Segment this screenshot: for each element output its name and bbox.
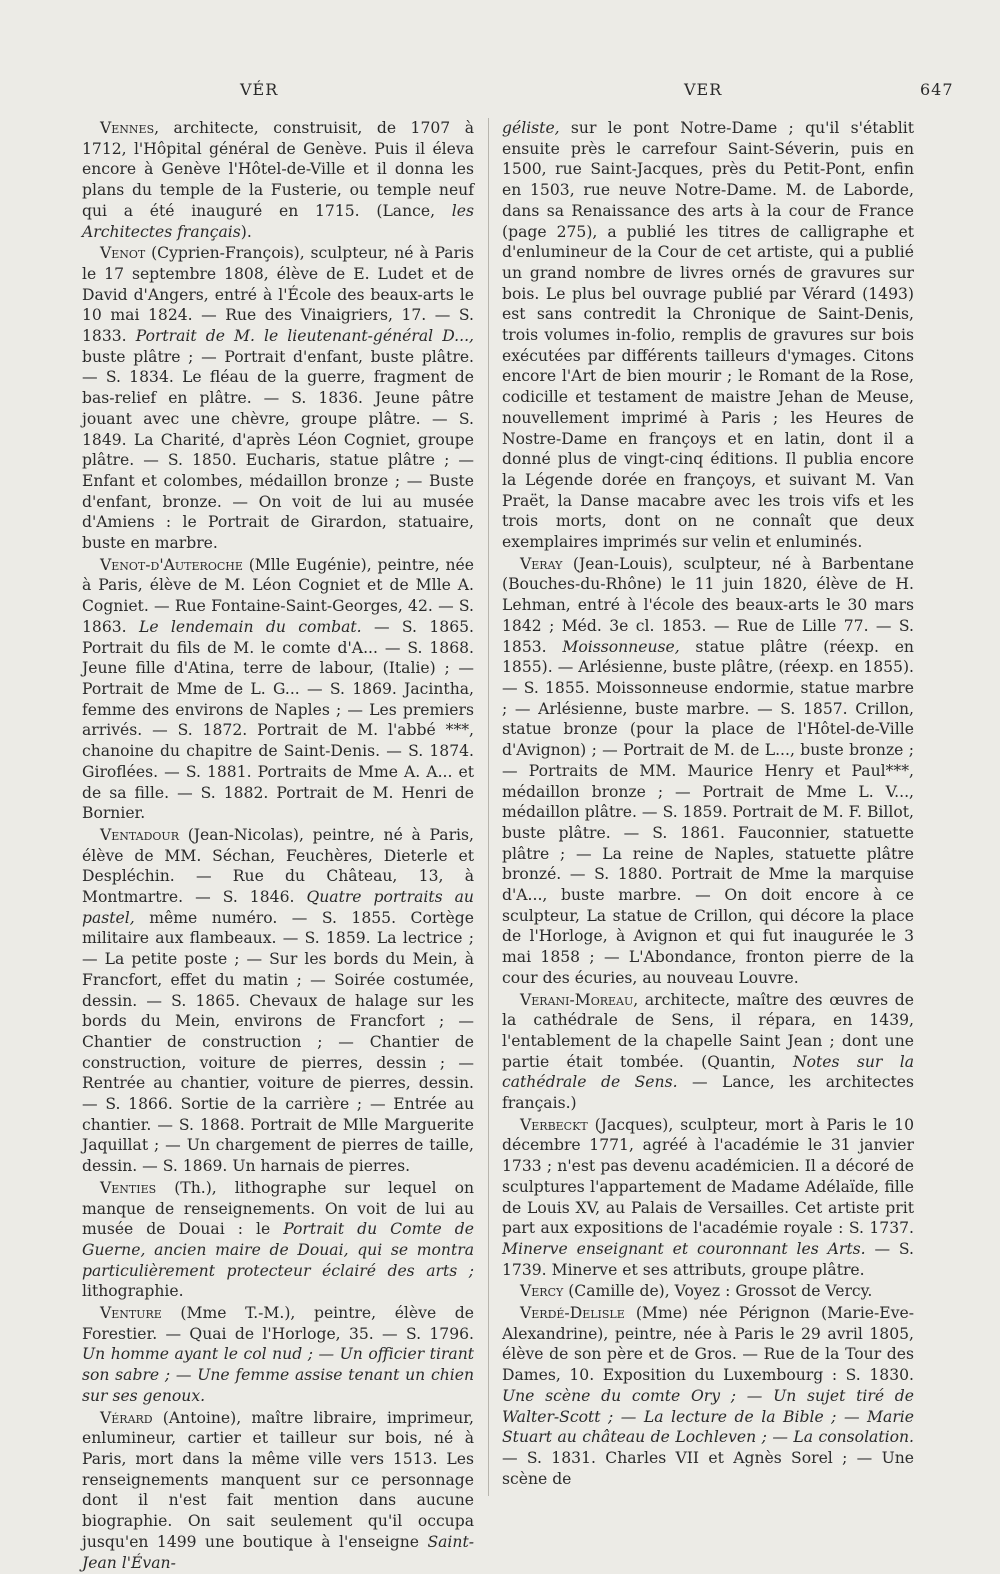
entry-venties: Venties (Th.), lithographe sur lequel on manque de renseignements. On voit de lui au musée de Douai : le Portrait du Comte de Guerne, ancien maire de Douai, qui se montra particulièrement protecteur éclairé des arts ; lithographie.	[82, 1178, 474, 1301]
left-column	[82, 118, 474, 1574]
entry-verde-delisle: Verdé-Delisle (Mme) née Pérignon (Marie-Eve-Alexandrine), peintre, née à Paris le 29 avril 1805, élève de son père et de Gros. — Rue de la Tour des Dames, 10. Exposition du Luxembourg : S. 1830. Une scène du comte Ory ; — Un sujet tiré de Walter-Scott ; — La lecture de la Bible ; — Marie Stuart au château de Lochleven ; — La consolation. — S. 1831. Charles VII et Agnès Sorel ; — Une scène de	[502, 1304, 914, 1488]
entry-veray: Veray (Jean-Louis), sculpteur, né à Barbentane (Bouches-du-Rhône) le 11 juin 1820, élève de H. Lehman, entré à l'école des beaux-arts le 30 mars 1842 ; Méd. 3e cl. 1853. — Rue de Lille 77. — S. 1853. Moissonneuse, statue plâtre (réexp. en 1855). — Arlésienne, buste plâtre, (réexp. en 1855). — S. 1855. Moissonneuse endormie, statue marbre ; — Arlésienne, buste marbre. — S. 1857. Crillon, statue bronze (pour la place de l'Hôtel-de-Ville d'Avignon) ; — Portrait de M. de L..., buste bronze ; — Portraits de MM. Maurice Henry et Paul***, médaillon bronze ; — Portrait de Mme L. V..., médaillon plâtre. — S. 1859. Portrait de M. F. Billot, buste plâtre. — S. 1861. Fauconnier, statuette plâtre ; — La reine de Naples, statuette plâtre bronzé. — S. 1880. Portrait de Mme la marquise d'A..., buste marbre. — On doit encore à ce sculpteur, La statue de Crillon, qui décore la place de l'Horloge, à Avignon et qui fut inaugurée le 3 mai 1858 ; — L'Abondance, fronton pierre de la cour des écuries, au nouveau Louvre.	[502, 554, 914, 987]
entry-name: Ventadour	[100, 825, 179, 844]
entry-name: Verbeckt	[520, 1115, 588, 1134]
entry-verard: Vérard (Antoine), maître libraire, imprimeur, enlumineur, cartier et tailleur sur bois, né à Paris, mort dans la même ville vers 1513. Les renseignements manquent sur ce personnage dont il n'est fait mention dans aucune biographie. On sait seulement qu'il occupa jusqu'en 1499 une boutique à l'enseigne Saint-Jean l'Évan-	[82, 1408, 474, 1572]
column-rule	[488, 118, 489, 1496]
entry-venture: Venture (Mme T.-M.), peintre, élève de Forestier. — Quai de l'Horloge, 35. — S. 1796. Un homme ayant le col nud ; — Un officier tirant son sabre ; — Une femme assise tenant un chien sur ses genoux.	[82, 1304, 474, 1405]
entry-venot: Venot (Cyprien-François), sculpteur, né à Paris le 17 septembre 1808, élève de E. Ludet et de David d'Angers, entré à l'École des beaux-arts le 10 mai 1824. — Rue des Vinaigriers, 17. — S. 1833. Portrait de M. le lieutenant-général D..., buste plâtre ; — Portrait d'enfant, buste plâtre. — S. 1834. Le fléau de la guerre, fragment de bas-relief en plâtre. — S. 1836. Jeune pâtre jouant avec une chèvre, groupe plâtre. — S. 1849. La Charité, d'après Léon Cogniet, groupe plâtre. — S. 1850. Eucharis, statue plâtre ; — Enfant et colombes, médaillon bronze ; — Buste d'enfant, bronze. — On voit de lui au musée d'Amiens : le Portrait de Girardon, statuaire, buste en marbre.	[82, 244, 474, 553]
entry-name: Verani-Moreau,	[520, 990, 639, 1009]
running-head-left: VÉR	[240, 80, 279, 99]
entry-name: Vennes,	[100, 119, 160, 137]
entry-verbeckt: Verbeckt (Jacques), sculpteur, mort à Paris le 10 décembre 1771, agréé à l'académie le 31 janvier 1733 ; n'est pas devenu académicien. Il a décoré de sculptures l'appartement de Madame Adélaïde, fille de Louis XV, au Palais de Versailles. Cet artiste prit part aux expositions de l'académie royale : S. 1737. Minerve enseignant et couronnant les Arts. — S. 1739. Minerve et ses attributs, groupe plâtre.	[502, 1115, 915, 1279]
entry-name: Vérard	[100, 1408, 153, 1427]
entry-name: Venot	[100, 244, 146, 263]
entry-verard-continued: géliste, sur le pont Notre-Dame ; qu'il s'établit ensuite près le carrefour Saint-Séverin, puis en 1500, rue Saint-Jacques, près du Petit-Pont, enfin en 1503, rue neuve Notre-Dame. M. de Laborde, dans sa Renaissance des arts à la cour de France (page 275), a publié les titres de calligraphe et d'enlumineur de la Cour de cet artiste, qui a publié un grand nombre de livres ornés de gravures sur bois. Le plus bel ouvrage publié par Vérard (1493) est sans contredit la Chronique de Saint-Denis, trois volumes in-folio, remplis de gravures sur bois exécutées par différents tailleurs d'ymages. Citons encore l'Art de bien mourir ; le Romant de la Rose, codicille et testament de maistre Jehan de Meuse, nouvellement imprimé à Paris ; les Heures de Nostre-Dame en françoys et en latin, dont il a donné plus de vingt-cinq éditions. Il publia encore la Légende dorée en françoys, et suivant M. Van Praët, la Danse macabre avec les trois vifs et les trois morts, dont on ne connaît que deux exemplaires imprimés sur velin et enluminés.	[502, 119, 914, 552]
entry-vennes: Vennes, architecte, construisit, de 1707 à 1712, l'Hôpital général de Genève. Puis il éleva encore à Genève l'Hôtel-de-Ville et il donna les plans du temple de la Fusterie, ou temple neuf qui a été inauguré en 1715. (Lance, les Architectes français).	[82, 119, 474, 241]
entry-name: Verdé-Delisle	[520, 1304, 625, 1323]
running-head-right: VER	[684, 80, 723, 99]
entry-name: Venot-d'Auteroche	[100, 555, 243, 574]
entry-name: Veray	[520, 554, 563, 573]
entry-verani-moreau: Verani-Moreau, architecte, maître des œuvres de la cathédrale de Sens, il répara, en 1439, l'entablement de la chapelle Saint Jean ; dont une partie était tombée. (Quantin, Notes sur la cathédrale de Sens. — Lance, les architectes français.)	[502, 990, 914, 1113]
right-column	[502, 118, 914, 1490]
entry-vercy: Vercy (Camille de), Voyez : Grossot de Vercy.	[520, 1282, 873, 1301]
entry-name: Vercy	[520, 1282, 564, 1301]
entry-ventadour: Ventadour (Jean-Nicolas), peintre, né à Paris, élève de MM. Séchan, Feuchères, Dieterle et Despléchin. — Rue du Château, 13, à Montmartre. — S. 1846. Quatre portraits au pastel, même numéro. — S. 1855. Cortège militaire aux flambeaux. — S. 1859. La lectrice ; — La petite poste ; — Sur les bords du Mein, à Francfort, effet du matin ; — Soirée costumée, dessin. — S. 1865. Chevaux de halage sur les bords du Mein, environs de Francfort ; — Chantier de construction ; — Chantier de construction, voiture de pierres, dessin ; — Rentrée au chantier, voiture de pierres, dessin. — S. 1866. Sortie de la carrière ; — Entrée au chantier. — S. 1868. Portrait de Mlle Marguerite Jaquillat ; — Un chargement de pierres de taille, dessin. — S. 1869. Un harnais de pierres.	[82, 825, 474, 1176]
entry-name: Venture	[100, 1304, 162, 1323]
entry-venot-dauteroche: Venot-d'Auteroche (Mlle Eugénie), peintre, née à Paris, élève de M. Léon Cogniet et de Mlle A. Cogniet. — Rue Fontaine-Saint-Georges, 42. — S. 1863. Le lendemain du combat. — S. 1865. Portrait du fils de M. le comte d'A... — S. 1868. Jeune fille d'Atina, terre de labour, (Italie) ; — Portrait de Mme de L. G... — S. 1869. Jacintha, femme des environs de Naples ; — Les premiers arrivés. — S. 1872. Portrait de M. l'abbé ***, chanoine du chapitre de Saint-Denis. — S. 1874. Giroflées. — S. 1881. Portraits de Mme A. A... et de sa fille. — S. 1882. Portrait de M. Henri de Bornier.	[82, 555, 474, 823]
page-number: 647	[920, 80, 954, 99]
entry-name: Venties	[100, 1178, 157, 1197]
